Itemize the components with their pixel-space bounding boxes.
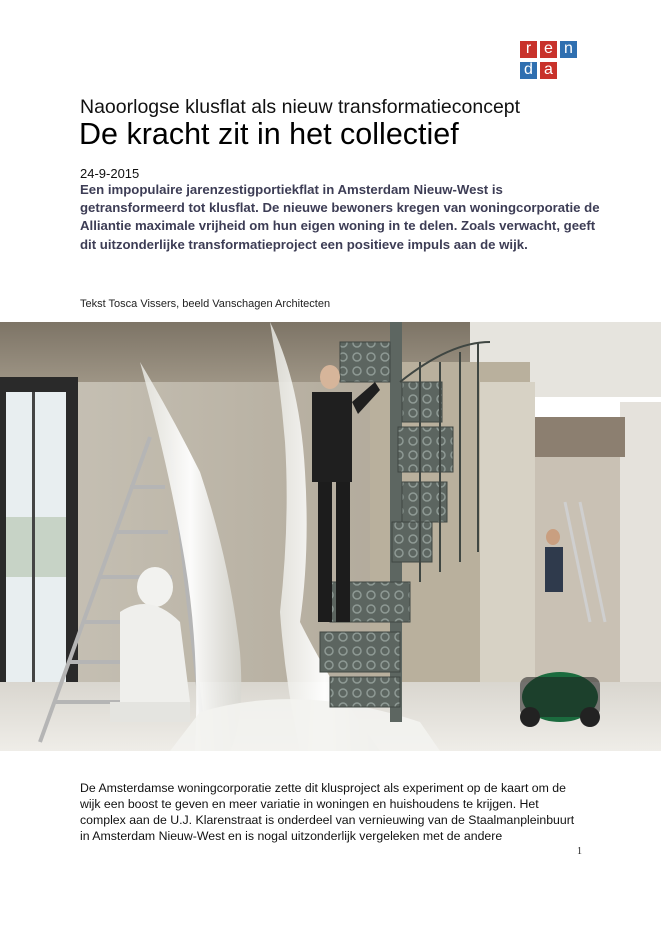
article-subtitle: Naoorlogse klusflat als nieuw transformatieconcept: [80, 96, 521, 118]
article-credit: Tekst Tosca Vissers, beeld Vanschagen Architecten: [80, 298, 331, 310]
article-body: De Amsterdamse woningcorporatie zette dit klusproject als experiment op de kaart om de wijk een boost te geven en meer variatie in woningen en huishoudens te krijgen. Het complex aan de U.J. Klarenstraat is onderdeel van vernieuwing van de Staalmanpleinbuurt in Amsterdam Nieuw-West en is nogal uitzonderlijk vergeleken met de andere: [80, 781, 575, 843]
logo-tile-d: d: [520, 62, 537, 79]
article-date: 24-9-2015: [80, 166, 140, 181]
page-number: 1: [577, 846, 582, 857]
logo-tile-r: r: [520, 41, 537, 58]
renda-logo: [520, 41, 580, 81]
article-title: De kracht zit in het collectief: [79, 117, 459, 151]
logo-tile-n: n: [560, 41, 577, 58]
logo-tile-e: e: [540, 41, 557, 58]
article-photo: [0, 322, 661, 751]
logo-tile-a: a: [540, 62, 557, 79]
article-lead: Een impopulaire jarenzestigportiekflat in Amsterdam Nieuw-West is getransformeerd tot klusflat. De nieuwe bewoners kregen van woningcorporatie de Alliantie maximale vrijheid om hun eigen woning in te delen. Zoals verwacht, geeft dit uitzonderlijke transformatieproject een positieve impuls aan de wijk.: [80, 182, 600, 252]
